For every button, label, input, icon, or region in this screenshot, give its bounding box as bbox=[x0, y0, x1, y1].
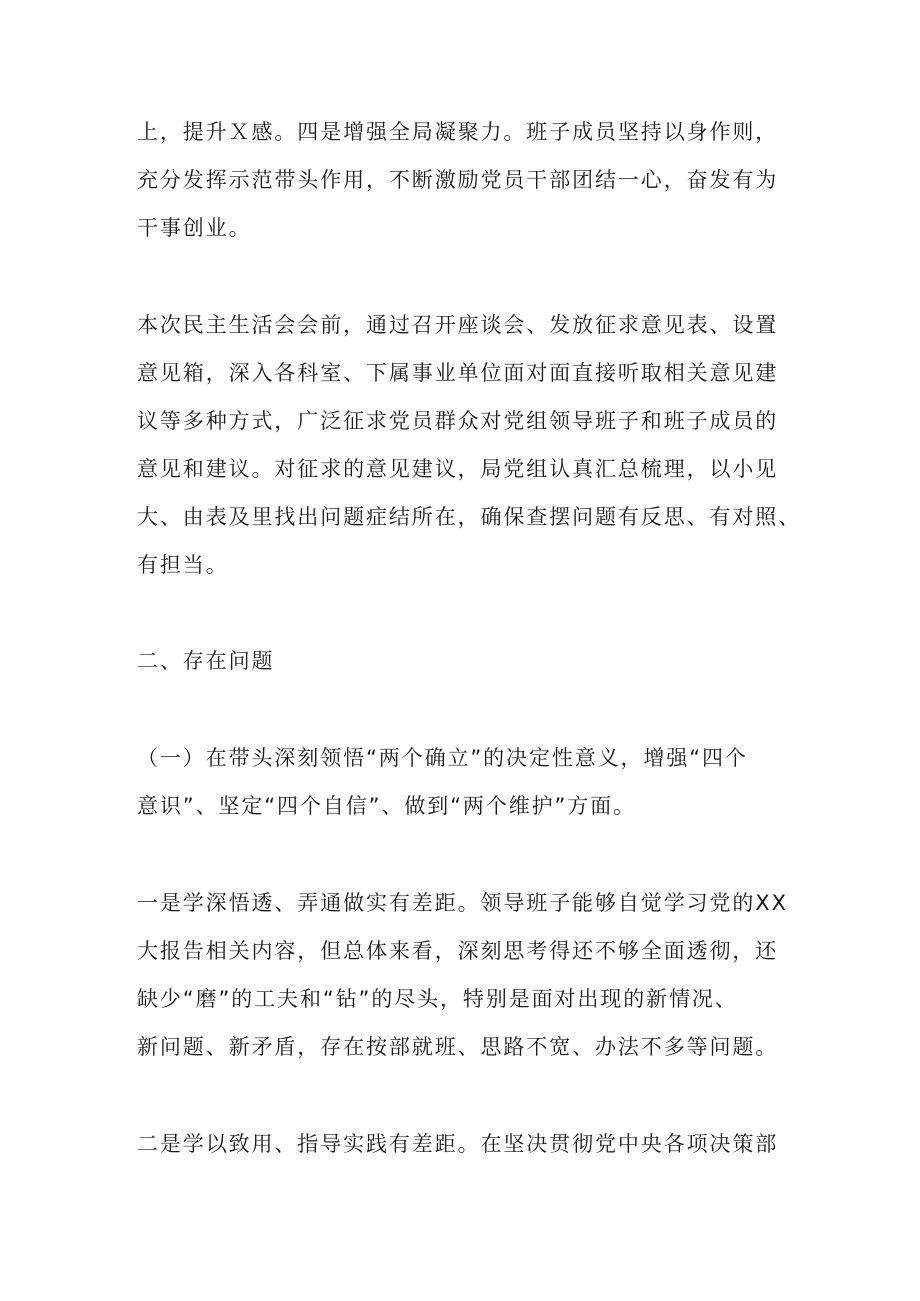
text-line: 上，提升Ｘ感。四是增强全局凝聚力。班子成员坚持以身作则， bbox=[137, 120, 779, 144]
section-heading: 二、存在问题 bbox=[137, 649, 275, 673]
text-line: （一）在带头深刻领悟“两个确立”的决定性意义，增强“四个 bbox=[137, 746, 748, 770]
text-line: 一是学深悟透、弄通做实有差距。领导班子能够自觉学习党的XX bbox=[137, 891, 788, 915]
text-line: 本次民主生活会会前，通过召开座谈会、发放征求意见表、设置 bbox=[137, 313, 779, 337]
text-line: 干事创业。 bbox=[137, 216, 252, 240]
text-line: 有担当。 bbox=[137, 553, 229, 577]
text-line: 二是学以致用、指导实践有差距。在坚决贯彻党中央各项决策部 bbox=[137, 1132, 779, 1156]
text-line: 充分发挥示范带头作用，不断激励党员干部团结一心，奋发有为 bbox=[137, 168, 779, 192]
text-line: 议等多种方式，广泛征求党员群众对党组领导班子和班子成员的 bbox=[137, 409, 779, 433]
text-line: 意识”、坚定“四个自信”、做到“两个维护”方面。 bbox=[137, 794, 636, 818]
text-line: 大、由表及里找出问题症结所在，确保查摆问题有反思、有对照、 bbox=[137, 505, 802, 529]
text-line: 缺少“磨”的工夫和“钻”的尽头，特别是面对出现的新情况、 bbox=[137, 987, 738, 1011]
text-line: 大报告相关内容，但总体来看，深刻思考得还不够全面透彻，还 bbox=[137, 939, 779, 963]
text-line: 新问题、新矛盾，存在按部就班、思路不宽、办法不多等问题。 bbox=[137, 1035, 779, 1059]
text-line: 意见和建议。对征求的意见建议，局党组认真汇总梳理，以小见 bbox=[137, 457, 779, 481]
text-line: 意见箱，深入各科室、下属事业单位面对面直接听取相关意见建 bbox=[137, 361, 779, 385]
